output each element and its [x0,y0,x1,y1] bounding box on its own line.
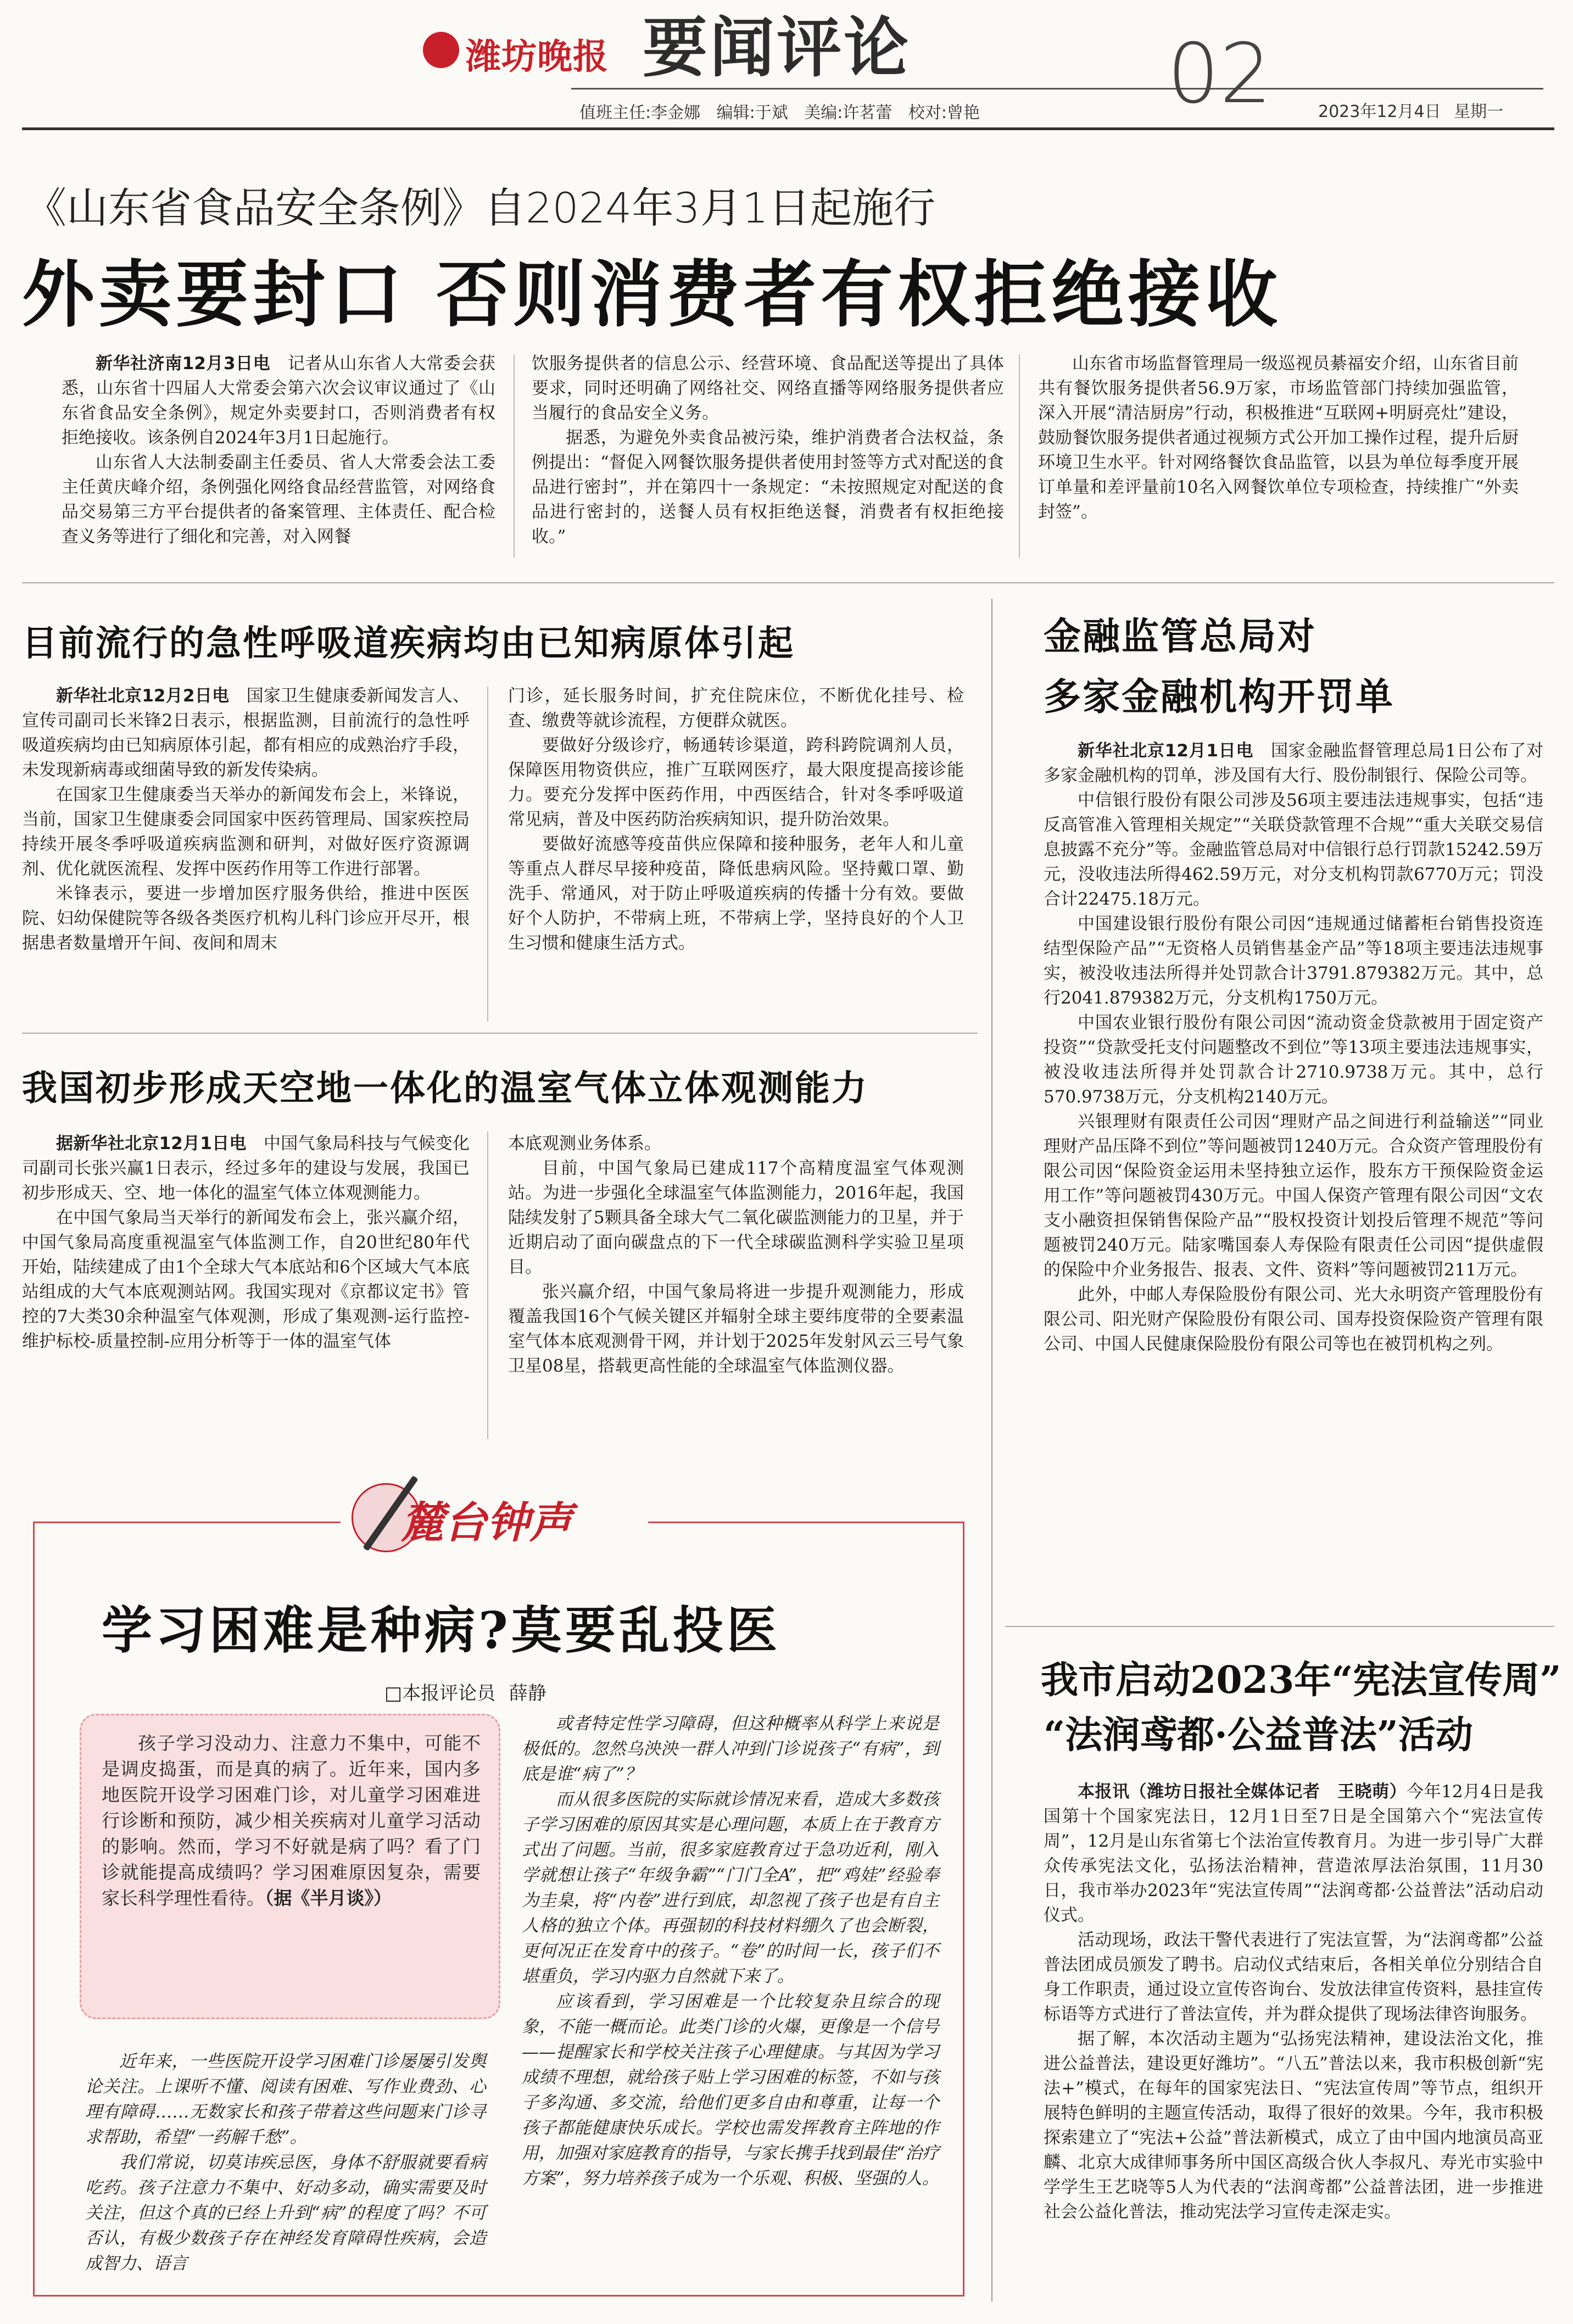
finance-headline-2: 多家金融机构开罚单 [1044,675,1395,719]
column-divider [487,1132,488,1439]
column-divider [991,599,992,2301]
quote-source: （据《半月谈》） [265,1887,392,1909]
lead-headline: 外卖要封口 否则消费者有权拒绝接收 [22,253,1282,337]
resp-headline: 目前流行的急性呼吸道疾病均由已知病原体引起 [22,623,795,664]
law-body: 本报讯（潍坊日报社全媒体记者 王晓萌）今年12月4日是我国第十个国家宪法日，12月1日至7日是全国第六个“宪法宣传周”，12月是山东省第七个法治宣传教育月。为进一步引导广大群众传承宪法文化，弘扬法治精神，营造浓厚法治氛围，11月30日，我市举办2023年“宪法宣传周”“法润鸢都·公益普法”活动启动仪式。 活动现场，政法干警代表进行了宪法宣誓，为“法润鸢都”公益普法团成员颁发了聘书。启动仪式结束后，各相关单位分别结合自身工作职责，通过设立宣传咨询台、发放法律宣传资料，悬挂宣传标语等方式进行了普法宣传，并为群众提供了现场法律咨询服务。 据了解，本次活动主题为“弘扬宪法精神，建设法治文化，推进公益普法，建设更好潍坊”。“八五”普法以来，我市积极创新“宪法+”模式，在每年的国家宪法日、“宪法宣传周”等节点，组织开展特色鲜明的主题宣传活动，取得了很好的效果。今年，我市积极探索建立了“宪法+公益”普法新模式，成立了由中国内地演员高亚麟、北京大成律师事务所中国区高级合伙人李叔凡、寿光市实验中学学生王艺晓等5人为代表的“法润鸢都”公益普法团，进一步推进社会公益化普法，推动宪法学习宣传走深走实。 [1044,1782,1544,2222]
lead-col-3: 山东省市场监督管理局一级巡视员綦福安介绍，山东省目前共有餐饮服务提供者56.9万家，市场监管部门持续加强监管，深入开展“清洁厨房”行动，积极推进“互联网+明厨亮灶”建设，鼓励餐饮服务提供者通过视频方式公开加工操作过程，提升后厨环境卫生水平。针对网络餐饮食品监管，以县为单位每季度开展订单量和差评量前10名入网餐饮单位专项检查，持续推广“外卖封签”。 [1038,354,1519,522]
resp-col-1: 新华社北京12月2日电 国家卫生健康委新闻发言人、宣传司副司长米锋2日表示，根据监测，目前流行的急性呼吸道疾病均由已知病原体引起，都有相应的成熟治疗手段，未发现新病毒或细菌导致的新发传染病。 在国家卫生健康委当天举办的新闻发布会上，米锋说，当前，国家卫生健康委会同国家中医药管理局、国家疾控局持续开展冬季呼吸道疾病监测和研判，对做好医疗资源调剂、优化就医流程、发挥中医药作用等工作进行部署。 米锋表示，要进一步增加医疗服务供给，推进中医医院、妇幼保健院等各级各类医疗机构儿科门诊应开尽开，根据患者数量增开午间、夜间和周末 [22,686,470,953]
logo-circle-icon [423,32,459,68]
law-headline-1: 我市启动2023年“宪法宣传周” [1041,1658,1561,1702]
dateline: 据新华社北京12月1日电 [56,1134,247,1153]
ghg-col-2: 本底观测业务体系。 目前，中国气象局已建成117个高精度温室气体观测站。为进一步强化全球温室气体监测能力，2016年起，我国陆续发射了5颗具备全球大气二氧化碳监测能力的卫星，并于近期启动了面向碳盘点的下一代全球碳监测科学实验卫星项目。 张兴赢介绍，中国气象局将进一步提升观测能力，形成覆盖我国16个气候关键区并辐射全球主要纬度带的全要素温室气体本底观测骨干网，并计划于2025年发射风云三号气象卫星08星，搭载更高性能的全球温室气体监测仪器。 [508,1134,964,1376]
column-name: 麓台钟声 [401,1498,573,1548]
dateline: 新华社北京12月1日电 [1078,741,1254,761]
law-headline-2: “法润鸢都·公益普法”活动 [1044,1713,1473,1757]
credits-line: 值班主任:李金娜 编辑:于斌 美编:许茗蕾 校对:曾艳 [579,103,980,122]
finance-body: 新华社北京12月1日电 国家金融监督管理总局1日公布了对多家金融机构的罚单，涉及国有大行、股份制银行、保险公司等。 中信银行股份有限公司涉及56项主要违法违规事实，包括“违反高管准入管理相关规定”“关联贷款管理不合规”“重大关联交易信息披露不充分”等。金融监管总局对中信银行总行罚款15242.59万元，没收违法所得462.59万元，对分支机构罚款6770万元；罚没合计22475.18万元。 中国建设银行股份有限公司因“违规通过储蓄柜台销售投资连结型保险产品”“无资格人员销售基金产品”等18项主要违法违规事实，被没收违法所得并处罚款合计3791.879382万元。其中，总行2041.879382万元，分支机构1750万元。 中国农业银行股份有限公司因“流动资金贷款被用于固定资产投资”“贷款受托支付问题整改不到位”等13项主要违法违规事实，被没收违法所得并处罚款合计2710.9738万元。其中，总行570.9738万元，分支机构2140万元。 兴银理财有限责任公司因“理财产品之间进行利益输送”“同业理财产品压降不到位”等问题被罚1240万元。合众资产管理股份有限公司因“保险资金运用未坚持独立运作，股东方干预保险资金运用工作”等问题被罚430万元。中国人保资产管理有限公司因“文农支小融资担保销售保险产品”“股权投资计划投后管理不规范”等问题被罚240万元。陆家嘴国泰人寿保险有限责任公司因“提供虚假的保险中介业务报告、报表、文件、资料”等问题被罚211万元。 此外，中邮人寿保险股份有限公司、光大永明资产管理股份有限公司、阳光财产保险股份有限公司、国寿投资保险资产管理有限公司、中国人民健康保险股份有限公司等也在被罚机构之列。 [1044,741,1543,1354]
section-divider [22,582,1554,583]
masthead-rule-top [571,88,1543,90]
ghg-headline: 我国初步形成天空地一体化的温室气体立体观测能力 [22,1068,868,1109]
section-title: 要闻评论 [643,9,911,86]
paper-name: 潍坊晚报 [466,37,609,77]
editorial-col-2: 或者特定性学习障碍，但这种概率从科学上来说是极低的。忽然乌泱泱一群人冲到门诊说孩子“有病”，到底是谁“病了”？ 而从很多医院的实际就诊情况来看，造成大多数孩子学习困难的原因其实是心理问题，本质上在于教育方式出了问题。当前，很多家庭教育过于急功近利，刚入学就想让孩子“年级争霸”“门门全A”，把“鸡娃”经验奉为圭臬，将“内卷”进行到底，却忽视了孩子也是有自主人格的独立个体。再强韧的科技材料绷久了也会断裂，更何况正在发育中的孩子。“卷”的时间一长，孩子们不堪重负，学习内驱力自然就下来了。 应该看到，学习困难是一个比较复杂且综合的现象，不能一概而论。此类门诊的火爆，更像是一个信号——提醒家长和学校关注孩子心理健康。与其因为学习成绩不理想，就给孩子贴上学习困难的标签，不如与孩子多沟通、多交流，给他们更多自由和尊重，让每一个孩子都能健康快乐成长。学校也需发挥教育主阵地的作用，加强对家庭教育的指导，与家长携手找到最佳“治疗方案”，努力培养孩子成为一个乐观、积极、坚强的人。 [522,1714,939,2188]
quote-text: 孩子学习没动力、注意力不集中，可能不是调皮捣蛋，而是真的病了。近年来，国内多地医院开设学习困难门诊，对儿童学习困难进行诊断和预防，减少相关疾病对儿童学习活动的影响。然而，学习不好就是病了吗？看了门诊就能提高成绩吗？学习困难原因复杂，需要家长科学理性看待。（据《半月谈》） [102,1732,481,1909]
resp-col-2: 门诊，延长服务时间，扩充住院床位，不断优化挂号、检查、缴费等就诊流程，方便群众就医。 要做好分级诊疗，畅通转诊渠道，跨科跨院调剂人员，保障医用物资供应，推广互联网医疗，最大限度提高接诊能力。要充分发挥中医药作用，中西医结合，针对冬季呼吸道常见病，普及中医药防治疾病知识，提升防治效果。 要做好流感等疫苗供应保障和接种服务，老年人和儿童等重点人群尽早接种疫苗，降低患病风险。坚持戴口罩、勤洗手、常通风，对于防止呼吸道疾病的传播十分有效。要做好个人防护，不带病上班，不带病上学，坚持良好的个人卫生习惯和健康生活方式。 [508,686,964,953]
editorial-byline: □本报评论员 薛静 [384,1682,546,1704]
lead-col-1: 新华社济南12月3日电 记者从山东省人大常委会获悉，山东省十四届人大常委会第六次会议审议通过了《山东省食品安全条例》，规定外卖要封口，否则消费者有权拒绝接收。该条例自2024年3月1日起施行。 山东省人大法制委副主任委员、省人大常委会法工委主任黄庆峰介绍，条例强化网络食品经营监管，对网络食品交易第三方平台提供者的备案管理、主体责任、配合检查义务等进行了细化和完善，对入网餐 [62,354,495,547]
masthead-rule [22,127,1554,130]
ghg-col-1: 据新华社北京12月1日电 中国气象局科技与气候变化司副司长张兴赢1日表示，经过多年的建设与发展，我国已初步形成天、空、地一体化的温室气体立体观测能力。 在中国气象局当天举行的新闻发布会上，张兴赢介绍，中国气象局高度重视温室气体监测工作，自20世纪80年代开始，陆续建成了由1个全球大气本底站和6个区域大气本底站组成的大气本底观测站网。我国实现对《京都议定书》管控的7大类30余种温室气体观测，形成了集观测-运行监控-维护标校-质量控制-应用分析等于一体的温室气体 [22,1134,470,1351]
page-number: 02 [1167,26,1272,122]
column-divider [487,687,488,1022]
column-divider [1019,354,1020,558]
lead-col-2: 饮服务提供者的信息公示、经营环境、食品配送等提出了具体要求，同时还明确了网络社交、网络直播等网络服务提供者应当履行的食品安全义务。 据悉，为避免外卖食品被污染，维护消费者合法权益，条例提出：“督促入网餐饮服务提供者使用封签等方式对配送的食品进行密封”，并在第四十一条规定：“未按照规定对配送的食品进行密封的，送餐人员有权拒绝送餐，消费者有权拒绝接收。” [532,354,1004,547]
dateline: 新华社北京12月2日电 [56,686,230,706]
section-divider [1005,1626,1554,1627]
section-divider [22,1033,978,1034]
column-divider [514,354,515,558]
editorial-col-1: 近年来，一些医院开设学习困难门诊屡屡引发舆论关注。上课听不懂、阅读有困难、写作业费劲、心理有障碍……无数家长和孩子带着这些问题来门诊寻求帮助，希望“一药解千愁”。 我们常说，切莫讳疾忌医，身体不舒服就要看病吃药。孩子注意力不集中、好动多动，确实需要及时关注，但这个真的已经上升到“病”的程度了吗？不可否认，有极少数孩子存在神经发育障碍性疾病，会造成智力、语言 [85,2052,486,2273]
editorial-title: 学习困难是种病?莫要乱投医 [102,1601,780,1660]
lead-kicker: 《山东省食品安全条例》自2024年3月1日起施行 [25,183,936,232]
dateline: 本报讯（潍坊日报社全媒体记者 王晓萌） [1078,1782,1407,1802]
dateline: 新华社济南12月3日电 [96,354,271,374]
finance-headline-1: 金融监管总局对 [1044,615,1317,659]
issue-date: 2023年12月4日 星期一 [1318,102,1504,121]
